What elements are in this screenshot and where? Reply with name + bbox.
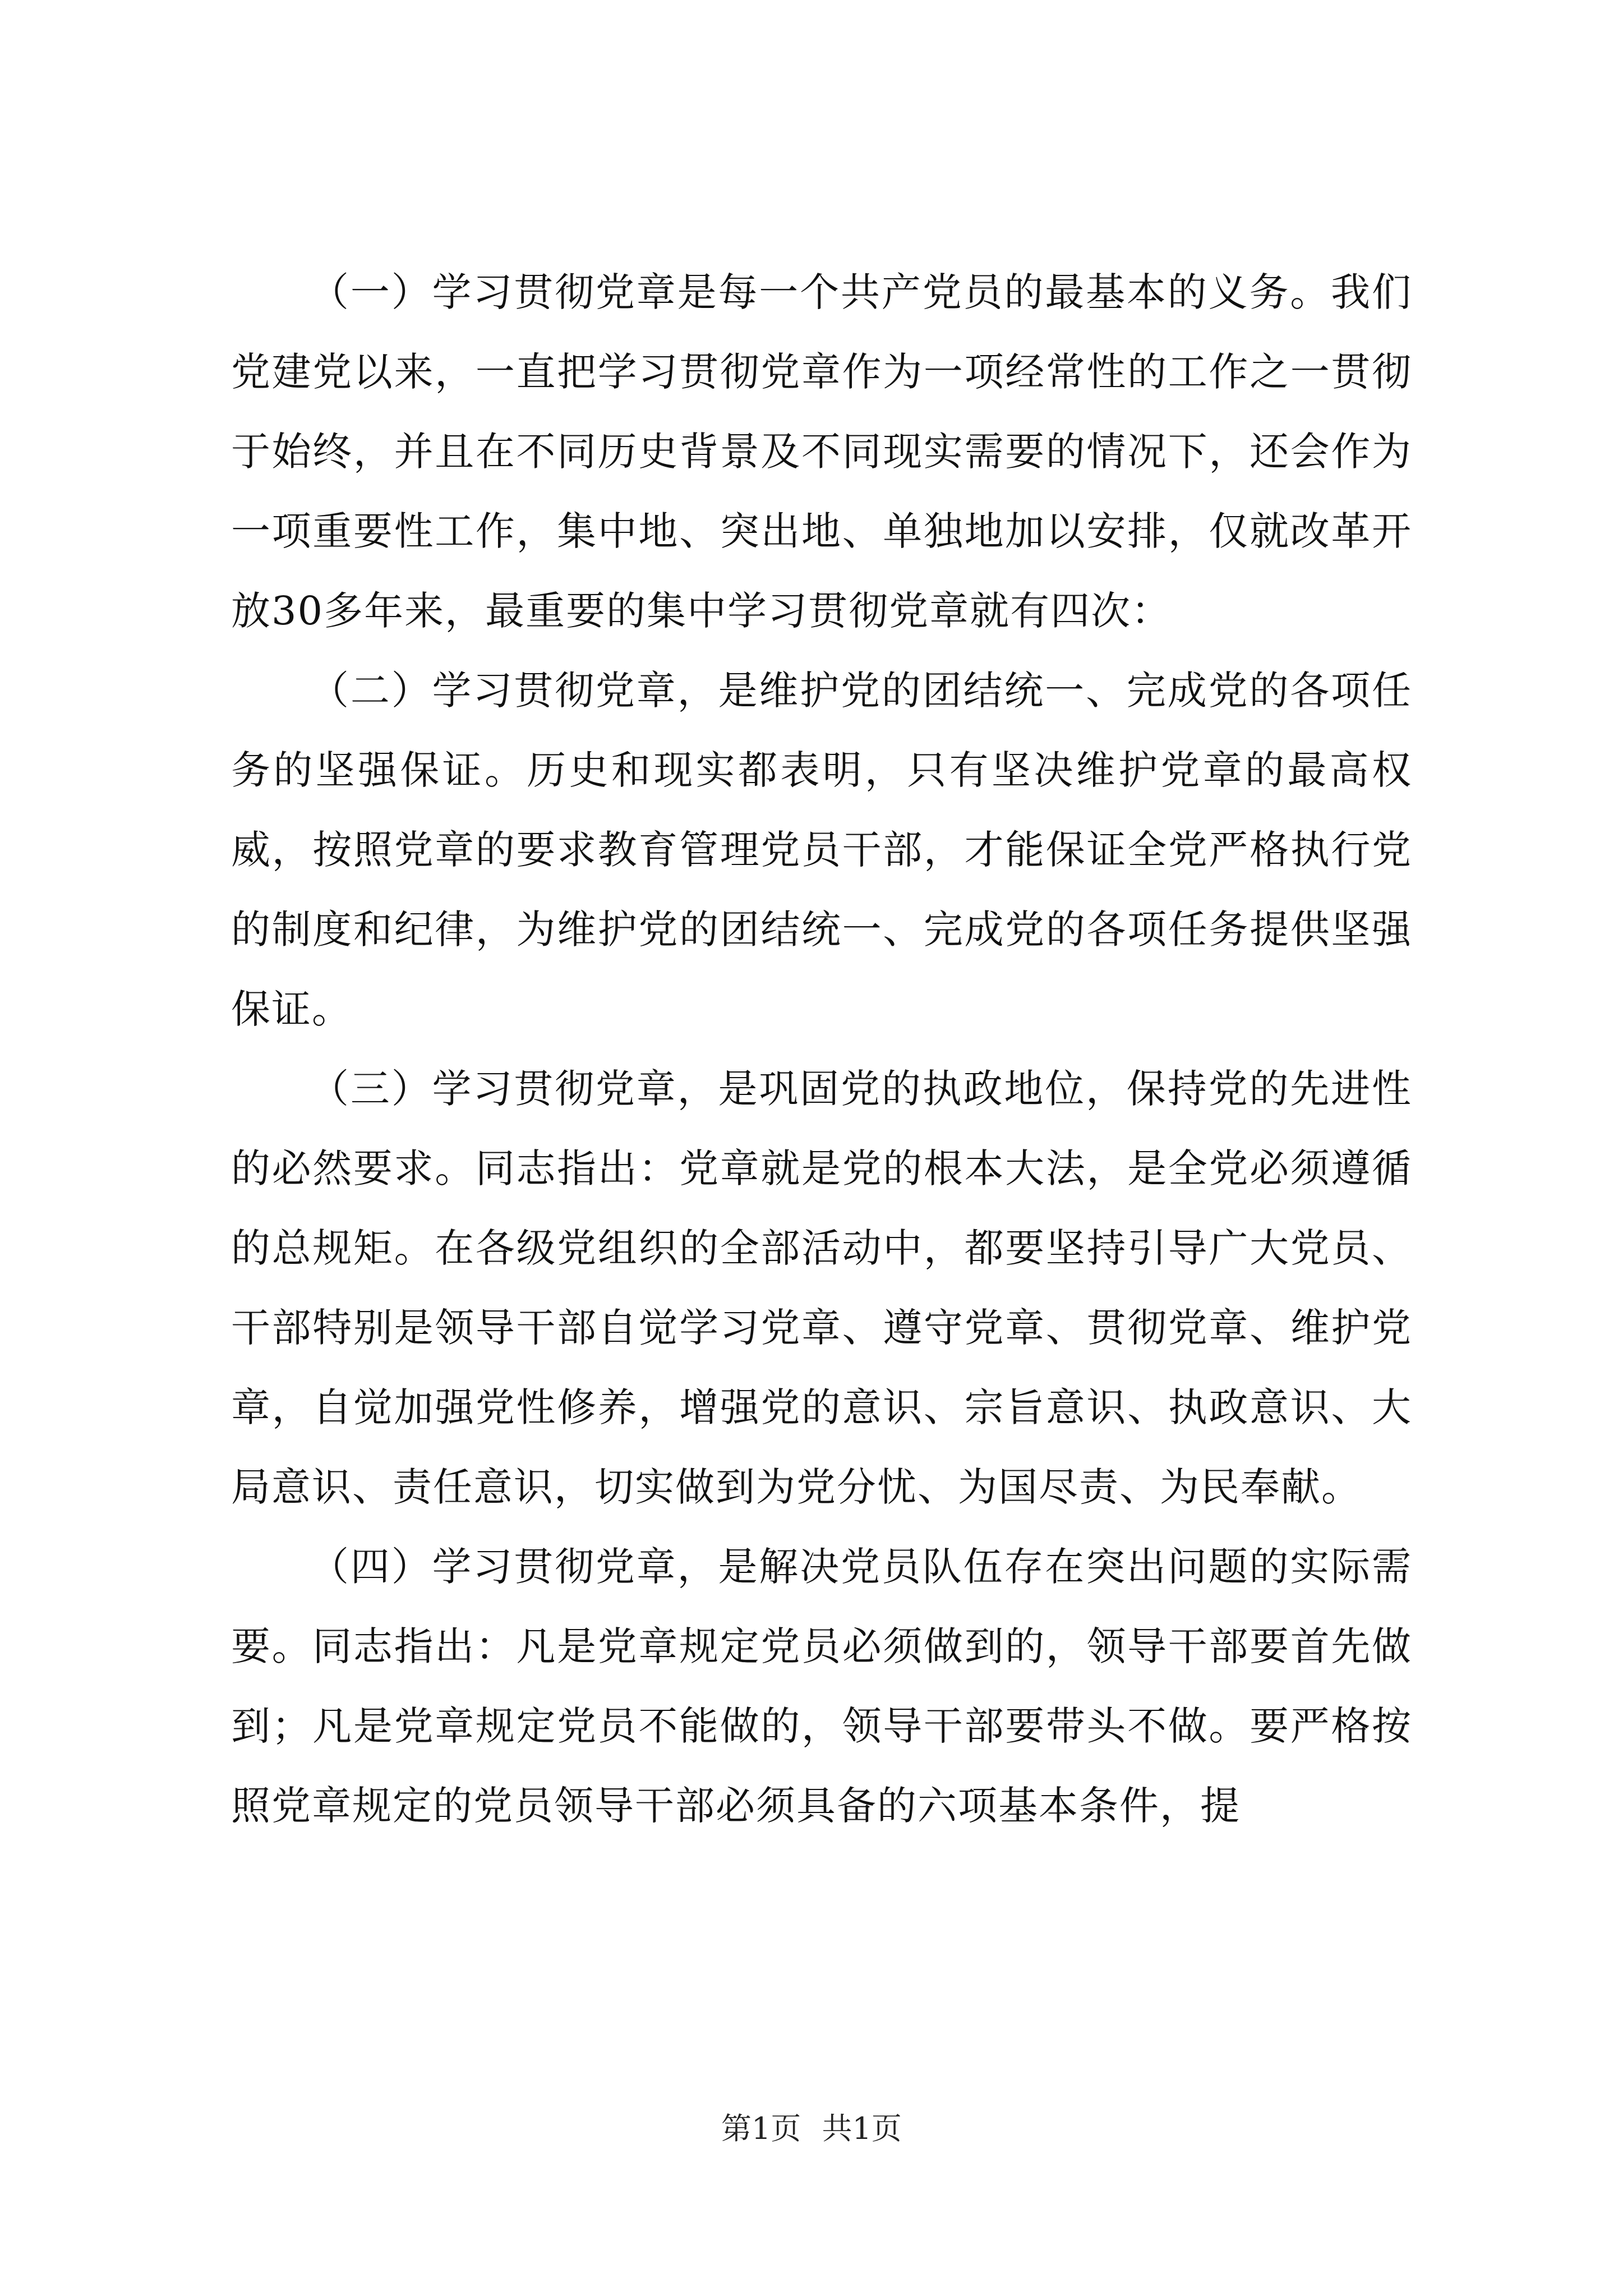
page-total: 共1页	[822, 2111, 902, 2146]
paragraph-2: （二）学习贯彻党章，是维护党的团结统一、完成党的各项任务的坚强保证。历史和现实都表明，只有坚决维护党章的最高权威，按照党章的要求教育管理党员干部，才能保证全党严格执行党的制度和纪律，为维护党的团结统一、完成党的各项任务提供坚强保证。	[231, 668, 1412, 1032]
document-body	[231, 252, 1412, 1846]
paragraph-3: （三）学习贯彻党章，是巩固党的执政地位，保持党的先进性的必然要求。同志指出：党章就是党的根本大法，是全党必须遵循的总规矩。在各级党组织的全部活动中，都要坚持引导广大党员、干部特别是领导干部自觉学习党章、遵守党章、贯彻党章、维护党章，自觉加强党性修养，增强党的意识、宗旨意识、执政意识、大局意识、责任意识，切实做到为党分忧、为国尽责、为民奉献。	[231, 1066, 1412, 1510]
page-number: 第1页	[721, 2111, 801, 2146]
paragraph-1: （一）学习贯彻党章是每一个共产党员的最基本的义务。我们党建党以来，一直把学习贯彻党章作为一项经常性的工作之一贯彻于始终，并且在不同历史背景及不同现实需要的情况下，还会作为一项重要性工作，集中地、突出地、单独地加以安排，仅就改革开放30多年来，最重要的集中学习贯彻党章就有四次：	[231, 269, 1412, 634]
page-footer	[0, 2109, 1623, 2148]
paragraph-4: （四）学习贯彻党章，是解决党员队伍存在突出问题的实际需要。同志指出：凡是党章规定党员必须做到的，领导干部要首先做到；凡是党章规定党员不能做的，领导干部要带头不做。要严格按照党章规定的党员领导干部必须具备的六项基本条件，提	[231, 1544, 1412, 1829]
